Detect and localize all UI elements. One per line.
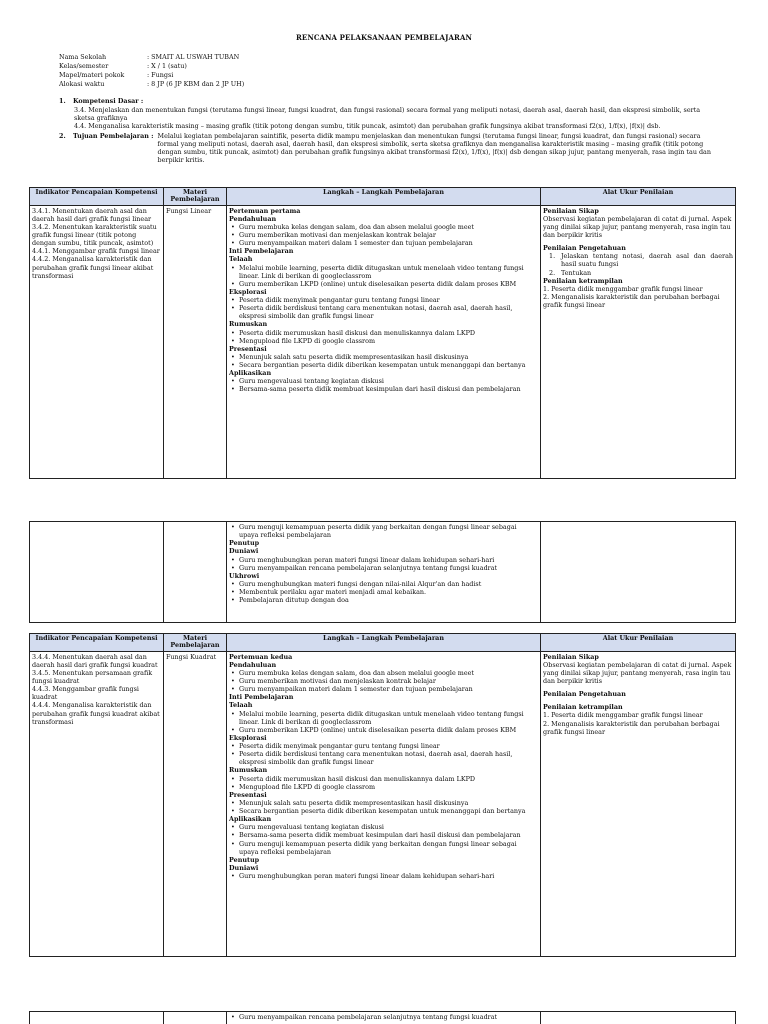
identity-block: [59, 53, 719, 89]
list-item: • Guru membuka kelas dengan salam, doa dan absen melalui google meet: [229, 223, 538, 231]
langkah-cell: [227, 1012, 541, 1024]
indikator-item: 4.4.3. Menggambar grafik fungsi kuadrat: [32, 685, 139, 702]
header-alat: Alat Ukur Penilaian: [541, 188, 736, 206]
list-item: • Peserta didik berdiskusi tentang cara menentukan notasi, daerah asal, daerah hasil, ekspresi simbolik dan grafik fungsi linear: [229, 750, 538, 766]
list-item: • Guru menghubungkan materi fungsi dengan nilai-nilai Alqur'an dan hadist: [229, 580, 538, 588]
table-row: [30, 1012, 736, 1024]
item-text: Tentukan: [561, 268, 592, 277]
phase-heading: Inti Pembelajaran: [229, 247, 294, 256]
item-text: Jelaskan tentang notasi, daerah asal dan daerah hasil suatu fungsi: [561, 252, 733, 269]
phase-heading: Ukhrowi: [229, 571, 260, 580]
list-item: • Guru memberikan motivasi dan menjelaskan kontrak belajar: [229, 231, 538, 239]
kd-item: 4.4. Menganalisa karakteristik masing – masing grafik (titik potong dengan sumbu, titik puncak, asimtot) dan perubahan grafik fungsinya akibat transformasi f2(x), 1/f(x), |f(x)| dsb.: [74, 122, 661, 131]
assessment-heading: Penilaian Sikap: [543, 206, 599, 215]
step-list: [229, 329, 538, 345]
header-langkah: Langkah – Langkah Pembelajaran: [227, 188, 541, 206]
indikator-item: 4.4.1. Menggambar grafik fungsi linear: [32, 247, 160, 256]
phase-heading: Pendahuluan: [229, 214, 277, 223]
kompetensi-dasar-heading: [59, 97, 719, 105]
identity-label: Mapel/materi pokok: [59, 71, 125, 80]
lesson-table-1: [29, 187, 736, 479]
phase-heading: Duniawi: [229, 547, 259, 556]
header-indikator: Indikator Pencapaian Kompetensi: [30, 634, 164, 652]
list-item: [549, 252, 733, 268]
phase-heading: Telaah: [229, 255, 253, 264]
list-item: • Guru menghubungkan peran materi fungsi linear dalam kehidupan sehari-hari: [229, 556, 538, 564]
indikator-item: 4.4.4. Menganalisa karakteristik dan perubahan grafik fungsi kuadrat akibat transformasi: [32, 701, 160, 726]
assessment-text: Observasi kegiatan pembelajaran di catat di jurnal. Aspek yang dinilai sikap jujur, pantang menyerah, rasa ingin tau dan berpikir kritis: [543, 660, 732, 686]
assessment-text: Observasi kegiatan pembelajaran di catat di jurnal. Aspek yang dinilai sikap jujur, pantang menyerah, rasa ingin tau dan berpikir kritis: [543, 214, 732, 240]
step-list: [229, 523, 538, 539]
list-item: • Guru menghubungkan peran materi fungsi linear dalam kehidupan sehari-hari: [229, 872, 538, 880]
item-number: 1.: [549, 252, 556, 261]
header-materi: Materi Pembelajaran: [164, 634, 227, 652]
alat-cell: [541, 205, 736, 478]
section-title: Tujuan Pembelajaran :: [73, 131, 154, 140]
identity-row-time: [59, 80, 719, 89]
identity-value: : SMAIT AL USWAH TUBAN: [147, 53, 240, 61]
identity-row-class: [59, 62, 719, 71]
step-list: [229, 742, 538, 766]
phase-heading: Presentasi: [229, 344, 267, 353]
identity-label: Kelas/semester: [59, 62, 109, 71]
meeting-heading: Pertemuan pertama: [229, 206, 301, 215]
phase-heading: Rumuskan: [229, 766, 268, 775]
step-list: [229, 580, 538, 604]
step-list: [229, 296, 538, 320]
meeting-heading: Pertemuan kedua: [229, 652, 293, 661]
phase-heading: Pendahuluan: [229, 660, 277, 669]
step-list: [229, 669, 538, 693]
step-list: [229, 1013, 538, 1021]
list-item: • Mengupload file LKPD di google classrom: [229, 783, 538, 791]
phase-heading: Eksplorasi: [229, 733, 267, 742]
phase-heading: Presentasi: [229, 790, 267, 799]
list-item: • Guru menyampaikan rencana pembelajaran selanjutnya tentang fungsi kuadrat: [229, 1013, 538, 1021]
header-langkah: Langkah – Langkah Pembelajaran: [227, 634, 541, 652]
materi-cell: [164, 1012, 227, 1024]
step-list: [229, 353, 538, 369]
identity-value: : X / 1 (satu): [147, 62, 187, 71]
document-title: RENCANA PELAKSANAAN PEMBELAJARAN: [296, 33, 472, 42]
list-item: • Guru menyampaikan rencana pembelajaran selanjutnya tentang fungsi kuadrat: [229, 564, 538, 572]
phase-heading: Eksplorasi: [229, 287, 267, 296]
list-item: • Bersama-sama peserta didik membuat kesimpulan dari hasil diskusi dan pembelajaran: [229, 385, 538, 393]
kd-item: 3.4. Menjelaskan dan menentukan fungsi (terutama fungsi linear, fungsi kuadrat, dan fungsi rasional) secara formal yang meliputi notasi, daerah asal, daerah hasil, dan ekspresi simbolik, serta sketsa grafiknya: [74, 105, 701, 122]
list-item: • Melalui mobile learning, peserta didik ditugaskan untuk menelaah video tentang fungsi linear. Link di berikan di googleclassrom: [229, 264, 538, 280]
alat-cell: [541, 1012, 736, 1024]
step-list: [229, 223, 538, 247]
indikator-item: 3.4.2. Menentukan karakteristik suatu grafik fungsi linear (titik potong dengan sumbu, titik puncak, asimtot): [32, 222, 157, 248]
table-row: [30, 205, 736, 478]
materi-cell: [164, 522, 227, 623]
indikator-cell: [30, 651, 164, 956]
langkah-cell: [227, 522, 541, 623]
identity-label: Nama Sekolah: [59, 53, 107, 61]
tujuan-text: Melalui kegiatan pembelajaran saintifik, peserta didik mampu menjelaskan dan menentukan fungsi (terutama fungsi linear, fungsi kuadrat, dan fungsi rasional) secara formal yang meliputi notasi, daerah asal, daerah hasil, dan ekspresi simbolik, serta sketsa grafiknya dan menganalisa karakteristik masing – masing grafik (titik potong dengan sumbu, titik puncak, asimtot) dan perubahan grafik fungsinya akibat transformasi f2(x), 1/f(x), |f(x)| dsb dengan sikap jujur, pantang menyerah, rasa ingin tau dan berpikir kritis.: [157, 131, 711, 164]
list-item: • Melalui mobile learning, peserta didik ditugaskan untuk menelaah video tentang fungsi linear. Link di berikan di googleclassrom: [229, 710, 538, 726]
list-item: • Membentuk perilaku agar materi menjadi amal kebaikan.: [229, 588, 538, 596]
phase-heading: Telaah: [229, 701, 253, 710]
identity-value: : Fungsi: [147, 71, 174, 80]
indikator-item: 3.4.4. Menentukan daerah asal dan daerah hasil dari grafik fungsi kuadrat: [32, 652, 158, 669]
phase-heading: Duniawi: [229, 863, 259, 872]
table-row: [30, 522, 736, 623]
step-list: [229, 264, 538, 288]
list-item: • Menunjuk salah satu peserta didik mempresentasikan hasil diskusinya: [229, 799, 538, 807]
list-item: • Guru mengevaluasi tentang kegiatan diskusi: [229, 377, 538, 385]
table-header-row: [30, 188, 736, 206]
list-item: • Guru memberikan motivasi dan menjelaskan kontrak belajar: [229, 677, 538, 685]
phase-heading: Aplikasikan: [229, 369, 272, 378]
step-list: [229, 556, 538, 572]
indikator-cell: [30, 522, 164, 623]
list-item: • Peserta didik merumuskan hasil diskusi dan menuliskannya dalam LKPD: [229, 775, 538, 783]
list-item: • Pembelajaran ditutup dengan doa: [229, 596, 538, 604]
alat-cell: [541, 522, 736, 623]
lesson-table-1-continued: [29, 521, 736, 623]
list-item: • Guru menyampaikan materi dalam 1 semester dan tujuan pembelajaran: [229, 239, 538, 247]
indikator-item: 3.4.1. Menentukan daerah asal dan daerah hasil dari grafik fungsi linear: [32, 206, 152, 223]
table-row: [30, 651, 736, 956]
step-list: [229, 872, 538, 880]
phase-heading: Rumuskan: [229, 320, 268, 329]
header-materi: Materi Pembelajaran: [164, 188, 227, 206]
tujuan-section: [59, 132, 719, 165]
lesson-table-2: [29, 633, 736, 957]
list-item: • Peserta didik menyimak pengantar guru tentang fungsi linear: [229, 296, 538, 304]
header-indikator: Indikator Pencapaian Kompetensi: [30, 188, 164, 206]
list-item: • Peserta didik menyimak pengantar guru tentang fungsi linear: [229, 742, 538, 750]
indikator-cell: [30, 1012, 164, 1024]
materi-cell: Fungsi Linear: [164, 205, 227, 478]
section-number: 2.: [59, 131, 66, 140]
list-item: • Guru menguji kemampuan peserta didik yang berkaitan dengan fungsi linear sebagai upaya refleksi pembelajaran: [229, 840, 538, 856]
list-item: • Guru memberikan LKPD (online) untuk diselesaikan peserta didik dalam proses KBM: [229, 726, 538, 734]
assessment-heading: Penilaian ketrampilan: [543, 276, 623, 285]
list-item: • Menunjuk salah satu peserta didik mempresentasikan hasil diskusinya: [229, 353, 538, 361]
section-title: Kompetensi Dasar :: [73, 97, 144, 105]
indikator-cell: [30, 205, 164, 478]
step-list: [229, 710, 538, 734]
assessment-text: 1. Peserta didik menggambar grafik fungsi linear: [543, 711, 703, 720]
list-item: • Guru membuka kelas dengan salam, doa dan absen melalui google meet: [229, 669, 538, 677]
header-alat: Alat Ukur Penilaian: [541, 634, 736, 652]
list-item: • Peserta didik berdiskusi tentang cara menentukan notasi, daerah asal, daerah hasil, ekspresi simbolik dan grafik fungsi linear: [229, 304, 538, 320]
phase-heading: Penutup: [229, 539, 260, 548]
assessment-heading: Penilaian Pengetahuan: [543, 690, 626, 699]
step-list: [229, 377, 538, 393]
identity-row-subject: [59, 71, 719, 80]
langkah-cell: [227, 205, 541, 478]
table-header-row: [30, 634, 736, 652]
assessment-text: 1. Peserta didik menggambar grafik fungsi linear: [543, 284, 703, 293]
phase-heading: Penutup: [229, 855, 260, 864]
indikator-item: 4.4.2. Menganalisa karakteristik dan perubahan grafik fungsi linear akibat transformasi: [32, 255, 154, 280]
step-list: [229, 799, 538, 815]
phase-heading: Aplikasikan: [229, 815, 272, 824]
list-item: • Guru menyampaikan materi dalam 1 semester dan tujuan pembelajaran: [229, 685, 538, 693]
alat-cell: [541, 651, 736, 956]
list-item: • Secara bergantian peserta didik diberikan kesempatan untuk menanggapi dan bertanya: [229, 807, 538, 815]
assessment-text: 2. Menganalisis karakteristik dan perubahan berbagai grafik fungsi linear: [543, 719, 720, 736]
indikator-item: 3.4.5. Menentukan persamaan grafik fungsi kuadrat: [32, 668, 153, 686]
step-list: [229, 775, 538, 791]
list-item: • Guru mengevaluasi tentang kegiatan diskusi: [229, 823, 538, 831]
section-number: 1.: [59, 97, 66, 105]
assessment-text: 2. Menganalisis karakteristik dan perubahan berbagai grafik fungsi linear: [543, 292, 720, 310]
list-item: • Peserta didik merumuskan hasil diskusi dan menuliskannya dalam LKPD: [229, 329, 538, 337]
assessment-heading: Penilaian ketrampilan: [543, 703, 623, 712]
item-number: 2.: [549, 268, 556, 277]
assessment-heading: Penilaian Pengetahuan: [543, 244, 626, 253]
phase-heading: Inti Pembelajaran: [229, 693, 294, 702]
materi-cell: Fungsi Kuadrat: [164, 651, 227, 956]
list-item: • Mengupload file LKPD di google classrom: [229, 337, 538, 345]
list-item: • Bersama-sama peserta didik membuat kesimpulan dari hasil diskusi dan pembelajaran: [229, 831, 538, 839]
identity-row-school: [59, 53, 719, 62]
step-list: [229, 823, 538, 856]
assessment-heading: Penilaian Sikap: [543, 652, 599, 661]
assessment-list: [543, 252, 733, 276]
list-item: • Secara bergantian peserta didik diberikan kesempatan untuk menanggapi dan bertanya: [229, 361, 538, 369]
lesson-table-2-continued: [29, 1011, 736, 1024]
list-item: [549, 269, 733, 277]
identity-value: : 8 JP (6 JP KBM dan 2 JP UH): [147, 80, 245, 89]
list-item: • Guru memberikan LKPD (online) untuk diselesaikan peserta didik dalam proses KBM: [229, 280, 538, 288]
list-item: • Guru menguji kemampuan peserta didik yang berkaitan dengan fungsi linear sebagai upaya refleksi pembelajaran: [229, 523, 538, 539]
sections-block: [59, 97, 719, 164]
langkah-cell: [227, 651, 541, 956]
identity-label: Alokasi waktu: [59, 80, 105, 89]
kompetensi-dasar-body: [59, 106, 719, 131]
